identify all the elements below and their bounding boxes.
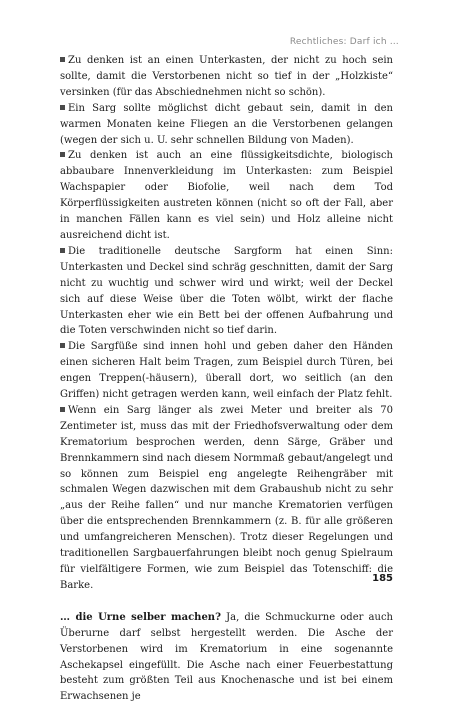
page-number: 185	[372, 573, 393, 584]
list-item-text: Die traditionelle deutsche Sargform hat einen Sinn: Unterkasten und Deckel sind schräg geschnitten, damit der Sarg nicht zu wuchtig und schwer wird und wirkt; weil der Deckel sich auf diese Weise über die Toten wölbt, wirkt der flache Unterkasten eher wie ein Bett bei der offenen Aufbahrung und die Toten verschwinden nicht so tief darin.	[60, 245, 393, 337]
bullet-list	[60, 53, 393, 594]
list-item	[60, 339, 393, 403]
list-item-text: Ein Sarg sollte möglichst dicht gebaut sein, damit in den warmen Monaten keine Fliegen an die Verstorbenen gelangen (wegen der sich u. U. sehr schnellen Bildung von Maden).	[60, 102, 393, 146]
square-bullet-icon	[60, 407, 65, 412]
list-item-text: Wenn ein Sarg länger als zwei Meter und breiter als 70 Zentimeter ist, muss das mit der Friedhofsverwaltung oder dem Krematorium besprochen werden, denn Särge, Gräber und Brennkammern sind nach diesem Normmaß gebaut/angelegt und so können zum Beispiel eng angelegte Reihengräber mit schmalen Wegen dazwischen mit dem Grabaushub nicht zu sehr „aus der Reihe fallen“ und nur manche Krematorien verfügen über die entsprechenden Brennkammern (z. B. für alle größeren und umfangreicheren Menschen). Trotz dieser Regelungen und traditionellen Sargbauerfahrungen bleibt noch genug Spielraum für vielfältigere Formen, wie zum Beispiel das Totenschiff: die Barke.	[60, 404, 393, 591]
page-body	[60, 53, 393, 715]
list-item-text: Die Sargfüße sind innen hohl und geben daher den Händen einen sicheren Halt beim Tragen, zum Beispiel durch Türen, bei engen Treppen(-häusern), überall dort, wo seitlich (an den Griffen) nicht getragen werden kann, weil einfach der Platz fehlt.	[60, 341, 393, 401]
list-item-text: Zu denken ist auch an eine flüssigkeitsdichte, biologisch abbaubare Innenverkleidung im Unterkasten: zum Beispiel Wachspapier oder Biofolie, weil nach dem Tod Körperflüssigkeiten austreten können (nicht so oft der Fall, aber in manchen Fällen kann es viel sein) und Holz alleine nicht ausreichend dicht ist.	[60, 150, 393, 241]
section-paragraph	[60, 610, 393, 705]
section-text: Ja, die Schmuckurne oder auch Überurne darf selbst hergestellt werden. Die Asche der Verstorbenen wird im Krematorium in eine sogenannte Aschekapsel eingefüllt. Die Asche nach einer Feuerbestattung besteht zum größten Teil aus Knochenasche und ist bei einem Erwachsenen je	[60, 611, 393, 703]
square-bullet-icon	[60, 57, 65, 62]
section-heading: … die Urne selber machen?	[60, 611, 221, 623]
square-bullet-icon	[60, 343, 65, 348]
list-item	[60, 148, 393, 243]
square-bullet-icon	[60, 105, 65, 110]
list-item	[60, 244, 393, 339]
list-item-text: Zu denken ist an einen Unterkasten, der nicht zu hoch sein sollte, damit die Verstorbenen nicht so tief in der „Holzkiste“ versinken (für das Abschiednehmen nicht so schön).	[60, 55, 393, 98]
list-item	[60, 403, 393, 594]
square-bullet-icon	[60, 248, 65, 253]
running-head: Rechtliches: Darf ich …	[289, 37, 399, 47]
square-bullet-icon	[60, 152, 65, 157]
list-item	[60, 53, 393, 101]
list-item	[60, 101, 393, 149]
